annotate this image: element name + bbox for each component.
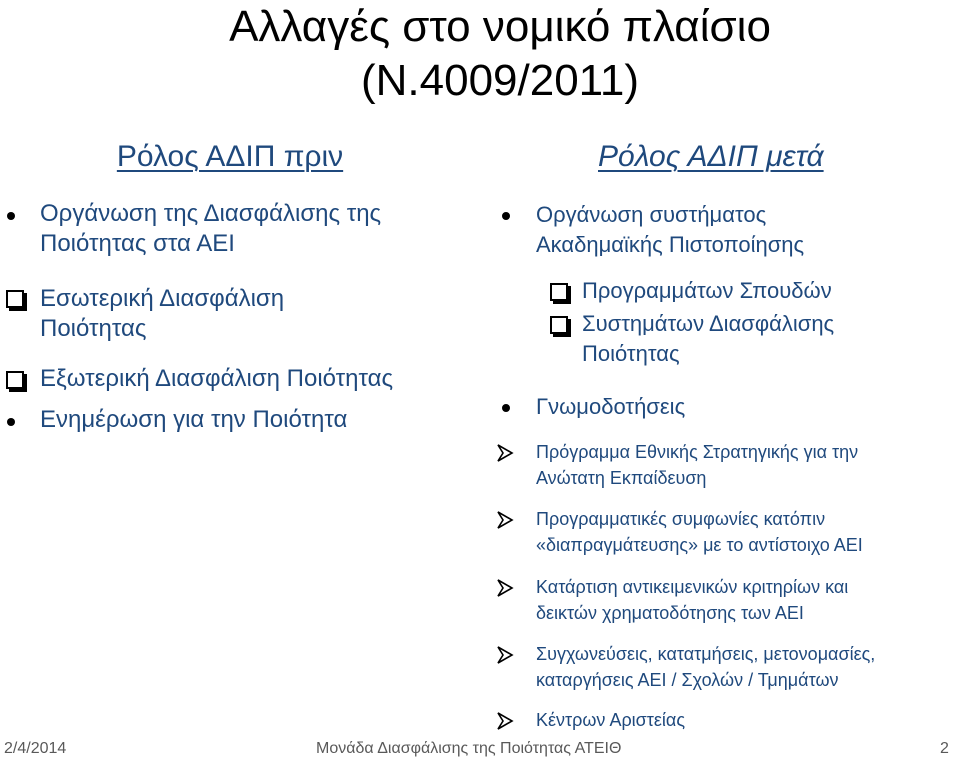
arrow-item [536,641,875,693]
sub-item [582,309,834,369]
sub-item-line: Προγραμμάτων Σπουδών [582,278,832,303]
list-item-line: Οργάνωση της Διασφάλισης της [40,200,382,227]
arrow-right-icon [496,645,514,665]
arrow-item-line: Ανώτατη Εκπαίδευση [536,468,707,488]
left-column-heading: Ρόλος ΑΔΙΠ πριν [116,140,344,173]
bullet-dot-icon [502,404,510,412]
checkbox-icon [6,290,24,308]
org-item [536,200,804,260]
list-item-line: Εξωτερική Διασφάλιση Ποιότητας [40,365,394,392]
list-item [40,405,347,435]
title-line-2: (Ν.4009/2011) [360,56,640,105]
arrow-item-line: «διαπραγμάτευσης» με το αντίστοιχο ΑΕΙ [536,535,863,555]
title-line-1: Αλλαγές στο νομικό πλαίσιο [229,2,771,51]
list-item-line: Ποιότητας [40,315,147,342]
list-item [40,364,393,394]
arrow-item-line: Συγχωνεύσεις, κατατμήσεις, μετονομασίες, [536,644,876,664]
sub-item [582,276,832,306]
footer-center: Μονάδα Διασφάλισης της Ποιότητας ΑΤΕΙΘ [316,740,622,757]
arrow-right-icon [496,711,514,731]
checkbox-icon [6,371,24,389]
list-item-line: Εσωτερική Διασφάλιση [40,285,285,312]
arrow-item-line: Κέντρων Αριστείας [536,710,686,730]
arrow-right-icon [496,578,514,598]
checkbox-icon [550,316,568,334]
arrow-right-icon [496,443,514,463]
arrow-item [536,707,685,733]
arrow-item [536,506,863,558]
list-item-line: Ενημέρωση για την Ποιότητα [40,406,348,433]
arrow-item-line: Κατάρτιση αντικειμενικών κριτηρίων και [536,577,849,597]
arrow-item-line: Πρόγραμμα Εθνικής Στρατηγικής για την [536,442,859,462]
bullet-dot-icon [7,418,15,426]
org-line: Οργάνωση συστήματος [536,202,767,227]
bullet-dot-icon [502,212,510,220]
footer-page-number: 2 [940,740,949,757]
right-column-heading: Ρόλος ΑΔΙΠ μετά [598,140,824,173]
arrow-item-line: δεικτών χρηματοδότησης των ΑΕΙ [536,603,804,623]
arrow-item [536,574,848,626]
arrow-item-line: καταργήσεις ΑΕΙ / Σχολών / Τμημάτων [536,670,839,690]
arrow-item-line: Προγραμματικές συμφωνίες κατόπιν [536,509,826,529]
list-item-line: Ποιότητας στα ΑΕΙ [40,230,235,257]
checkbox-icon [550,283,568,301]
arrow-right-icon [496,510,514,530]
opinions-heading: Γνωμοδοτήσεις [536,394,686,419]
footer-date: 2/4/2014 [4,740,67,757]
arrow-item [536,439,858,491]
list-item [40,199,381,259]
slide-title [0,0,960,108]
sub-item-line: Συστημάτων Διασφάλισης [582,311,835,336]
org-line: Ακαδημαϊκής Πιστοποίησης [536,232,805,257]
sub-item-line: Ποιότητας [582,341,680,366]
bullet-dot-icon [7,212,15,220]
list-item [40,284,284,344]
